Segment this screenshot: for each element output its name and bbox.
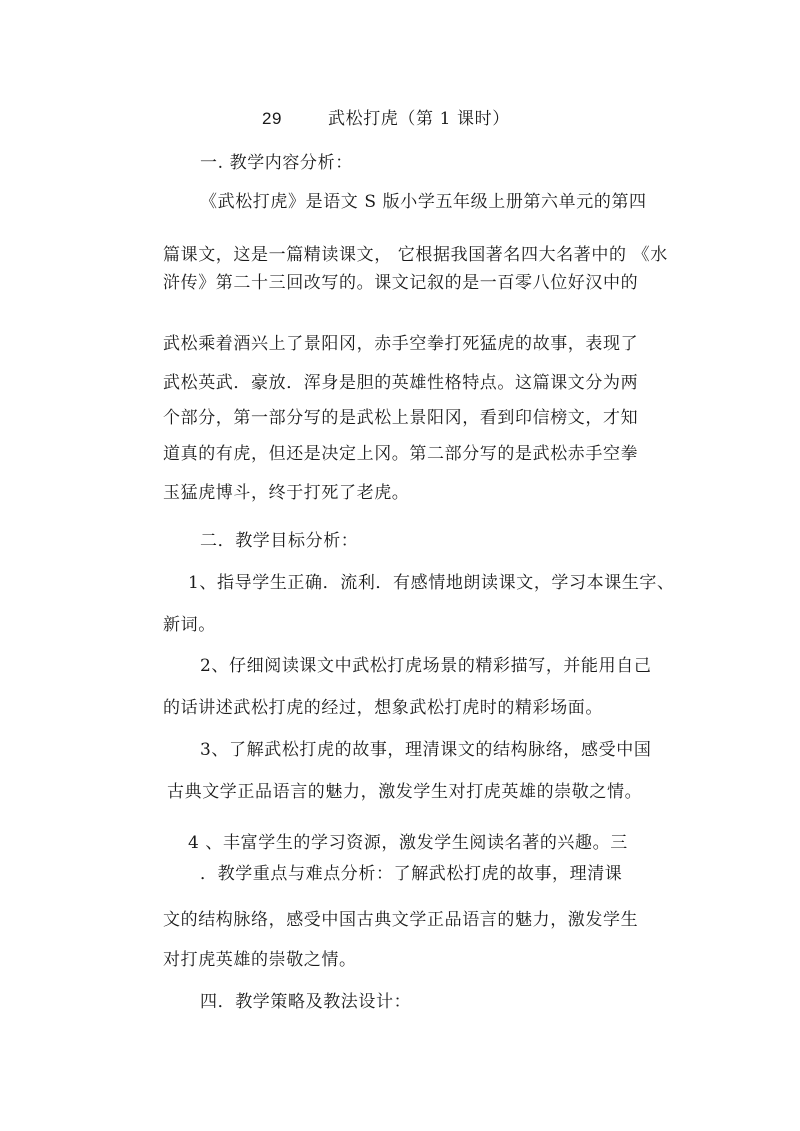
paragraph-line: 篇课文，这是一篇精读课文， 它根据我国著名四大名著中的 《水 [163, 245, 668, 265]
paragraph-line: 《武松打虎》是语文 S 版小学五年级上册第六单元的第四 [200, 192, 647, 212]
section-heading-goal-analysis: 二．教学目标分析： [200, 531, 359, 551]
goal-line: 新词。 [163, 615, 216, 635]
goal-line: 1、指导学生正确．流利．有感情地朗读课文，学习本课生字、 [188, 573, 675, 593]
paragraph-line: 道真的有虎，但还是决定上冈。第二部分写的是武松赤手空拳 [163, 444, 639, 464]
goal-line: 4 、丰富学生的学习资源，激发学生阅读名著的兴趣。三 [188, 833, 628, 853]
paragraph-line: 武松乘着酒兴上了景阳冈，赤手空拳打死猛虎的故事，表现了 [163, 334, 639, 354]
goal-line: 的话讲述武松打虎的经过，想象武松打虎时的精彩场面。 [163, 698, 603, 718]
goal-line: 古典文学正品语言的魅力，激发学生对打虎英雄的崇敬之情。 [167, 782, 643, 802]
paragraph-line: 个部分，第一部分写的是武松上景阳冈，看到印信榜文，才知 [163, 408, 639, 428]
goal-line: 文的结构脉络，感受中国古典文学正品语言的魅力，激发学生 [163, 910, 639, 930]
section-heading-teaching-strategy: 四．教学策略及教法设计： [200, 992, 412, 1012]
section-heading-content-analysis: 一. 教学内容分析： [200, 153, 353, 173]
goal-line: 3、了解武松打虎的故事，理清课文的结构脉络，感受中国 [200, 740, 652, 760]
goal-line: 对打虎英雄的崇敬之情。 [163, 950, 357, 970]
paragraph-line: 武松英武．豪放．浑身是胆的英雄性格特点。这篇课文分为两 [163, 373, 639, 393]
lesson-title: 武松打虎（第 1 课时） [328, 109, 510, 129]
lesson-number: 29 [262, 109, 283, 128]
goal-line: 2、仔细阅读课文中武松打虎场景的精彩描写，并能用自己 [200, 656, 652, 676]
goal-line: ．教学重点与难点分析：了解武松打虎的故事，理清课 [200, 864, 623, 884]
paragraph-line: 玉猛虎博斗，终于打死了老虎。 [163, 483, 410, 503]
paragraph-line: 浒传》第二十三回改写的。课文记叙的是一百零八位好汉中的 [163, 273, 639, 293]
